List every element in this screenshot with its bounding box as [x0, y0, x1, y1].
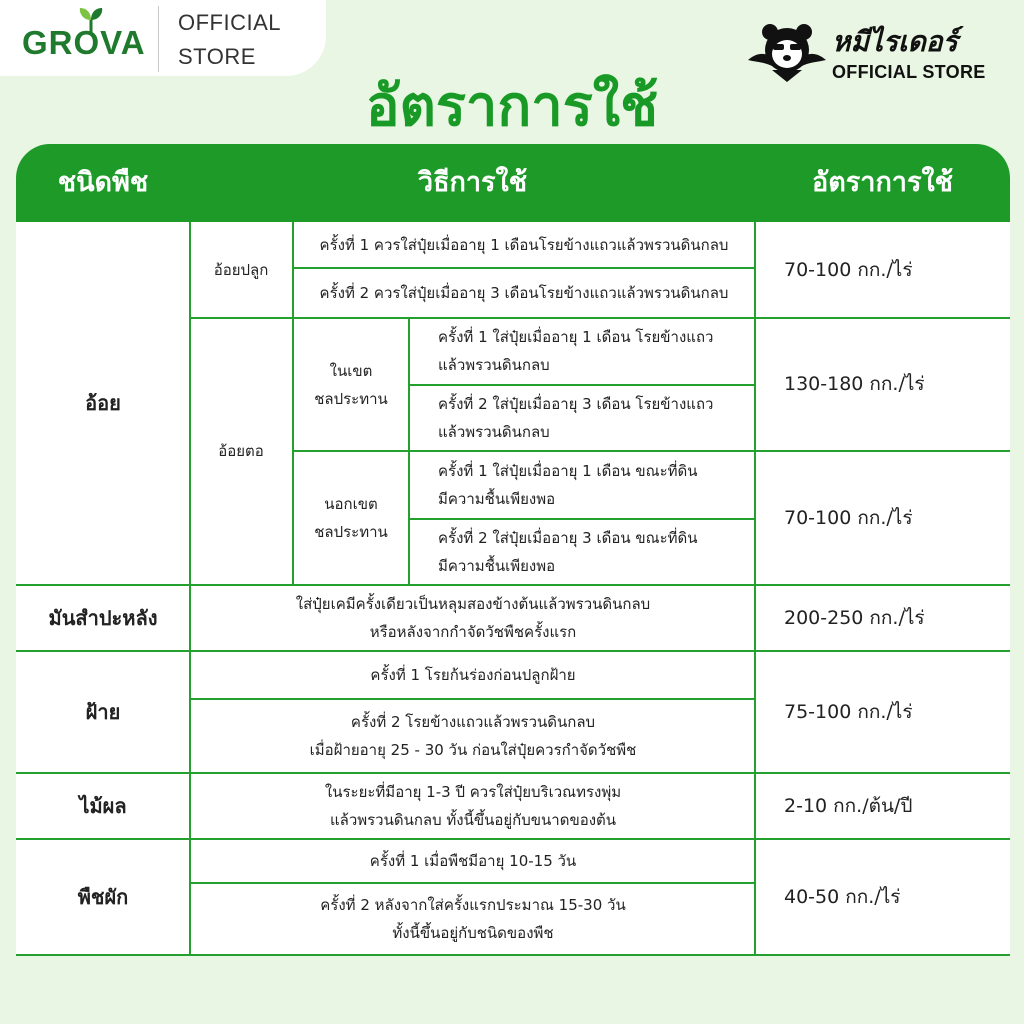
method-text: ใส่ปุ๋ยเคมีครั้งเดียวเป็นหลุมสองข้างต้นแล้วพรวนดินกลบ หรือหลังจากกำจัดวัชพืชครั้งแรก: [295, 595, 651, 641]
brand-divider: [158, 6, 159, 72]
brand-right-sub: OFFICIAL STORE: [832, 62, 986, 82]
rate-text: 40-50 กก./ไร่: [784, 886, 901, 908]
rate-cassava: [756, 586, 1010, 650]
sprout-leaf-icon: [76, 8, 106, 32]
table-body: [16, 222, 1010, 956]
rate-text: 70-100 กก./ไร่: [784, 259, 913, 281]
rate-sugarcane-plant: [756, 222, 1010, 318]
brand-left: [0, 0, 326, 76]
header-crop: ชนิดพืช: [57, 167, 149, 198]
zone-label: นอกเขต ชลประทาน: [314, 495, 388, 541]
method-text: ครั้งที่ 1 ควรใส่ปุ๋ยเมื่ออายุ 1 เดือนโรยข้างแถวแล้วพรวนดินกลบ: [319, 236, 729, 254]
method-text: ครั้งที่ 2 โรยข้างแถวแล้วพรวนดินกลบ เมื่อฝ้ายอายุ 25 - 30 วัน ก่อนใส่ปุ๋ยควรกำจัดวัชพืช: [309, 713, 637, 759]
crop-vegetable: [16, 840, 190, 954]
ratoon-non-irrigated-step2: [410, 520, 754, 584]
crop-label: ไม้ผล: [79, 794, 127, 818]
crop-sugarcane: [16, 222, 190, 584]
method-text: ครั้งที่ 2 หลังจากใส่ครั้งแรกประมาณ 15-30 วัน ทั้งนี้ขึ้นอยู่กับชนิดของพืช: [320, 896, 626, 942]
vegetable-step2: [192, 884, 754, 954]
rate-text: 2-10 กก./ต้น/ปี: [784, 795, 913, 817]
crop-fruit: [16, 774, 190, 838]
header-rate: อัตราการใช้: [812, 167, 953, 198]
table-header: [16, 144, 1010, 222]
sugarcane-ratoon-label: [190, 318, 292, 584]
method-text: ในระยะที่มีอายุ 1-3 ปี ควรใส่ปุ๋ยบริเวณทรงพุ่ม แล้วพรวนดินกลบ ทั้งนี้ขึ้นอยู่กับขนาดของต้น: [324, 783, 622, 829]
ratoon-non-irrigated-label: [294, 452, 408, 584]
rate-vegetable: [756, 840, 1010, 954]
method-text: ครั้งที่ 1 โรยก้นร่องก่อนปลูกฝ้าย: [370, 666, 576, 684]
rate-text: 200-250 กก./ไร่: [784, 607, 925, 629]
ratoon-irrigated-step2: [410, 386, 754, 450]
method-text: ครั้งที่ 2 ใส่ปุ๋ยเมื่ออายุ 3 เดือน ขณะที่ดิน มีความชื้นเพียงพอ: [438, 529, 698, 575]
brand-right-name: หมีไรเดอร์: [832, 25, 958, 58]
grova-logo: [22, 24, 146, 62]
official-line2: STORE: [178, 44, 256, 69]
cotton-step1: [192, 652, 754, 698]
official-line1: OFFICIAL: [178, 10, 282, 35]
ratoon-irrigated-step1: [410, 318, 754, 384]
zone-label: ในเขต ชลประทาน: [314, 361, 388, 408]
rate-text: 130-180 กก./ไร่: [784, 373, 925, 395]
sugarcane-plant-step1: [294, 222, 754, 268]
crop-cotton: [16, 652, 190, 772]
sugarcane-plant-step2: [294, 269, 754, 317]
ratoon-irrigated-label: [294, 318, 408, 451]
method-text: ครั้งที่ 1 ใส่ปุ๋ยเมื่ออายุ 1 เดือน โรยข้างแถว แล้วพรวนดินกลบ: [438, 328, 714, 374]
cassava-method: [192, 586, 754, 650]
grova-logo-text: GROVA: [22, 24, 146, 61]
rate-ratoon-non-irrigated: [756, 452, 1010, 584]
usage-rate-table: [16, 144, 1010, 956]
fruit-method: [192, 774, 754, 838]
method-text: ครั้งที่ 2 ใส่ปุ๋ยเมื่ออายุ 3 เดือน โรยข้างแถว แล้วพรวนดินกลบ: [438, 395, 714, 441]
vegetable-step1: [192, 840, 754, 882]
method-text: ครั้งที่ 1 เมื่อพืชมีอายุ 10-15 วัน: [369, 852, 577, 870]
crop-label: มันสำปะหลัง: [48, 606, 158, 630]
cotton-step2: [192, 700, 754, 772]
official-store-left: [178, 6, 318, 74]
ratoon-non-irrigated-step1: [410, 452, 754, 518]
rate-text: 70-100 กก./ไร่: [784, 507, 913, 529]
crop-label: อ้อย: [85, 391, 121, 415]
crop-cassava: [16, 586, 190, 650]
crop-label: ฝ้าย: [85, 700, 121, 724]
crop-label: พืชผัก: [77, 885, 129, 909]
divider-h: [16, 954, 1010, 956]
rate-text: 75-100 กก./ไร่: [784, 701, 913, 723]
method-text: ครั้งที่ 2 ควรใส่ปุ๋ยเมื่ออายุ 3 เดือนโรยข้างแถวแล้วพรวนดินกลบ: [319, 284, 729, 302]
header-method: วิธีการใช้: [417, 167, 528, 198]
method-text: ครั้งที่ 1 ใส่ปุ๋ยเมื่ออายุ 1 เดือน ขณะที่ดิน มีความชื้นเพียงพอ: [438, 462, 698, 508]
rate-ratoon-irrigated: [756, 318, 1010, 450]
sugarcane-plant-label: [190, 222, 292, 318]
sub-label: อ้อยปลูก: [213, 261, 269, 279]
sub-label: อ้อยตอ: [218, 442, 264, 460]
rate-cotton: [756, 652, 1010, 772]
rate-fruit: [756, 774, 1010, 838]
page-title: อัตราการใช้: [365, 74, 659, 139]
